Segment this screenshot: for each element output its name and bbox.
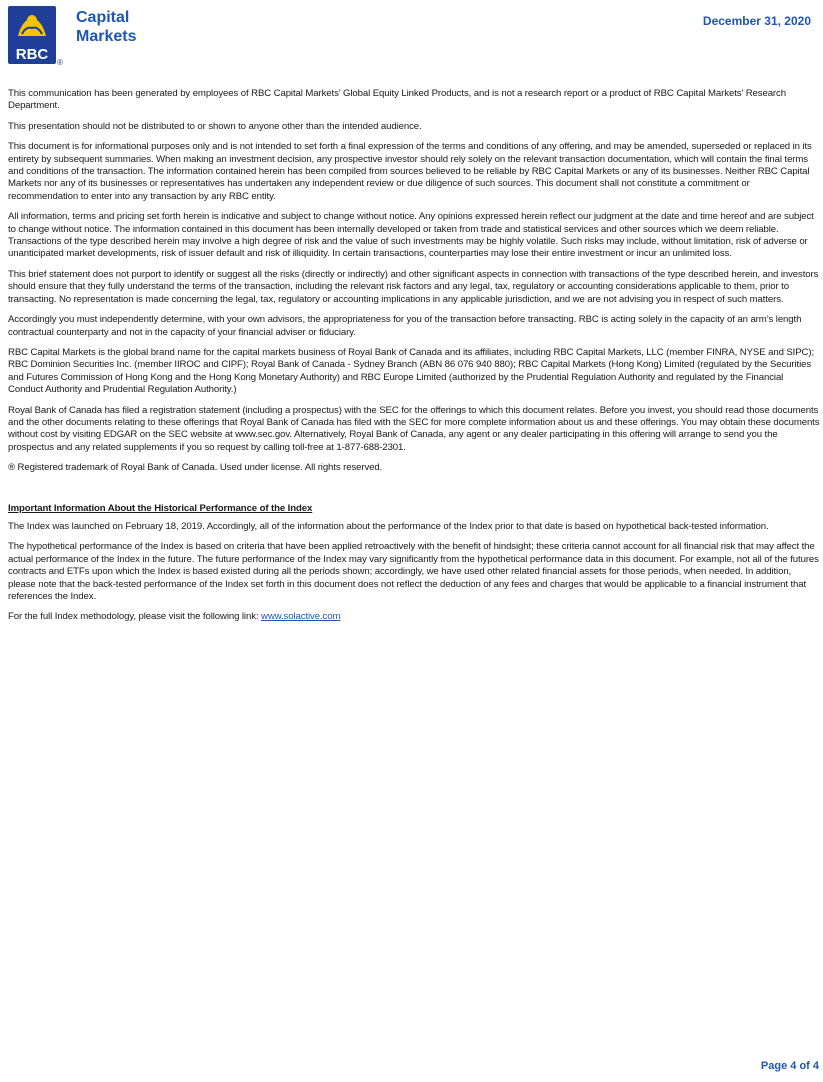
trademark-notice: ® Registered trademark of Royal Bank of Canada. Used under license. All rights reserved.	[8, 462, 383, 474]
disclaimer-paragraph: This brief statement does not purport to identify or suggest all the risks (directly or indirectly) and other significant aspects in connection with transactions of the type described herein, and investors should ensure that they fully understand the terms of the transaction, including the relevant risk factors and any legal, tax, regulatory or accounting considerations applicable to them, prior to transacting. No representation is made concerning the legal, tax, regulatory or accounting implications in any applicable jurisdiction, and we are not advising you in respect of such matters.	[8, 268, 819, 305]
section-title: Important Information About the Historical Performance of the Index	[8, 502, 313, 514]
methodology-prefix: For the full Index methodology, please visit the following link:	[8, 611, 262, 623]
disclaimer-paragraph: Royal Bank of Canada has filed a registration statement (including a prospectus) with the SEC for the offerings to which this document relates. Before you invest, you should read those documents and the other documents relating to these offerings that Royal Bank of Canada has filed with the SEC for more complete information about us and these offerings. You may obtain these documents without cost by visiting EDGAR on the SEC website at www.sec.gov. Alternatively, Royal Bank of Canada, any agent or any dealer participating in this offering will arrange to send you the prospectus and any related supplements if you so request by calling toll-free at 1-877-688-2301.	[8, 404, 820, 453]
brand-name	[76, 8, 136, 46]
methodology-line	[8, 611, 820, 623]
registered-mark: ®	[57, 58, 63, 67]
disclaimer-paragraph: All information, terms and pricing set forth herein is indicative and subject to change without notice. Any opinions expressed herein reflect our judgment at the date and time hereof and are subject to change without notice. The information contained in this document has been internally developed or taken from trade and statistical services and other sources which we deem reliable. Transactions of the type described herein may involve a high degree of risk and the value of such investments may be highly volatile. Such risks may include, without limitation, risk of adverse or unanticipated market developments, risk of issuer default and risk of illiquidity. In certain transactions, counterparties may lose their entire investment or incur an unlimited loss.	[8, 211, 814, 260]
logo-text: RBC	[15, 46, 49, 63]
disclaimer-paragraph: This communication has been generated by employees of RBC Capital Markets’ Global Equity Linked Products, and is not a research report or a product of RBC Capital Markets’ Research Department.	[8, 88, 786, 112]
solactive-link[interactable]: www.solactive.com	[261, 611, 341, 623]
rbc-logo	[8, 6, 56, 64]
disclaimer-paragraph: RBC Capital Markets is the global brand name for the capital markets business of Royal Bank of Canada and its affiliates, including RBC Capital Markets, LLC (member FINRA, NYSE and SIPC); RBC Dominion Securities Inc. (member IIROC and CIPF); Royal Bank of Canada - Sydney Branch (ABN 86 076 940 880); RBC Capital Markets (Hong Kong) Limited (regulated by the Securities and Futures Commission of Hong Kong and the Hong Kong Monetary Authority) and RBC Europe Limited (authorized by the Prudential Regulation Authority and regulated by the Financial Conduct Authority and Prudential Regulation Authority.)	[8, 346, 815, 396]
disclaimer-paragraph: This document is for informational purposes only and is not intended to set forth a final expression of the terms and conditions of any offering, and may be amended, superseded or replaced in its entirety by subsequent summaries. When making an investment decision, any prospective investor should rely solely on the relevant transaction documentation, which will contain the final terms and conditions of the transaction. The information contained herein has been compiled from sources believed to be reliable by RBC Capital Markets or any of its businesses. Neither RBC Capital Markets nor any of its businesses or representatives has undertaken any independent review or due diligence of such sources. This document shall not constitute a commitment or recommendation to enter into any transaction by any RBC entity.	[8, 141, 812, 202]
page-number: Page 4 of 4	[760, 1060, 819, 1072]
section-spacer	[8, 483, 820, 503]
brand-line-1: Capital	[76, 9, 130, 26]
disclaimer-paragraph: This presentation should not be distributed to or shown to anyone other than the intended audience.	[8, 120, 422, 132]
index-paragraph: The hypothetical performance of the Index is based on criteria that have been applied retroactively with the benefit of hindsight; these criteria cannot account for all financial risk that may affect the actual performance of the Index in the future. The future performance of the Index may vary significantly from the hypothetical performance data in this document. For example, not all of the futures contracts and ETFs upon which the Index is based existed during all the periods shown; accordingly, we have used other related financial assets for those periods, when needed. In addition, please note that the back-tested performance of the Index set forth in this document does not reflect the deduction of any fees and charges that would be applicable to a financial instrument that references the Index.	[8, 541, 819, 602]
document-date: December 31, 2020	[702, 14, 811, 28]
document-body	[8, 88, 820, 632]
disclaimer-paragraph: Accordingly you must independently determine, with your own advisors, the appropriateness for you of the transaction before transacting. RBC is acting solely in the capacity of an arm’s length contractual counterparty and not in the capacity of your financial adviser or fiduciary.	[8, 314, 802, 338]
index-paragraph: The Index was launched on February 18, 2019. Accordingly, all of the information about the performance of the Index prior to that date is based on hypothetical back-tested information.	[8, 520, 769, 532]
page-header	[0, 0, 823, 72]
brand-line-2: Markets	[76, 28, 137, 45]
